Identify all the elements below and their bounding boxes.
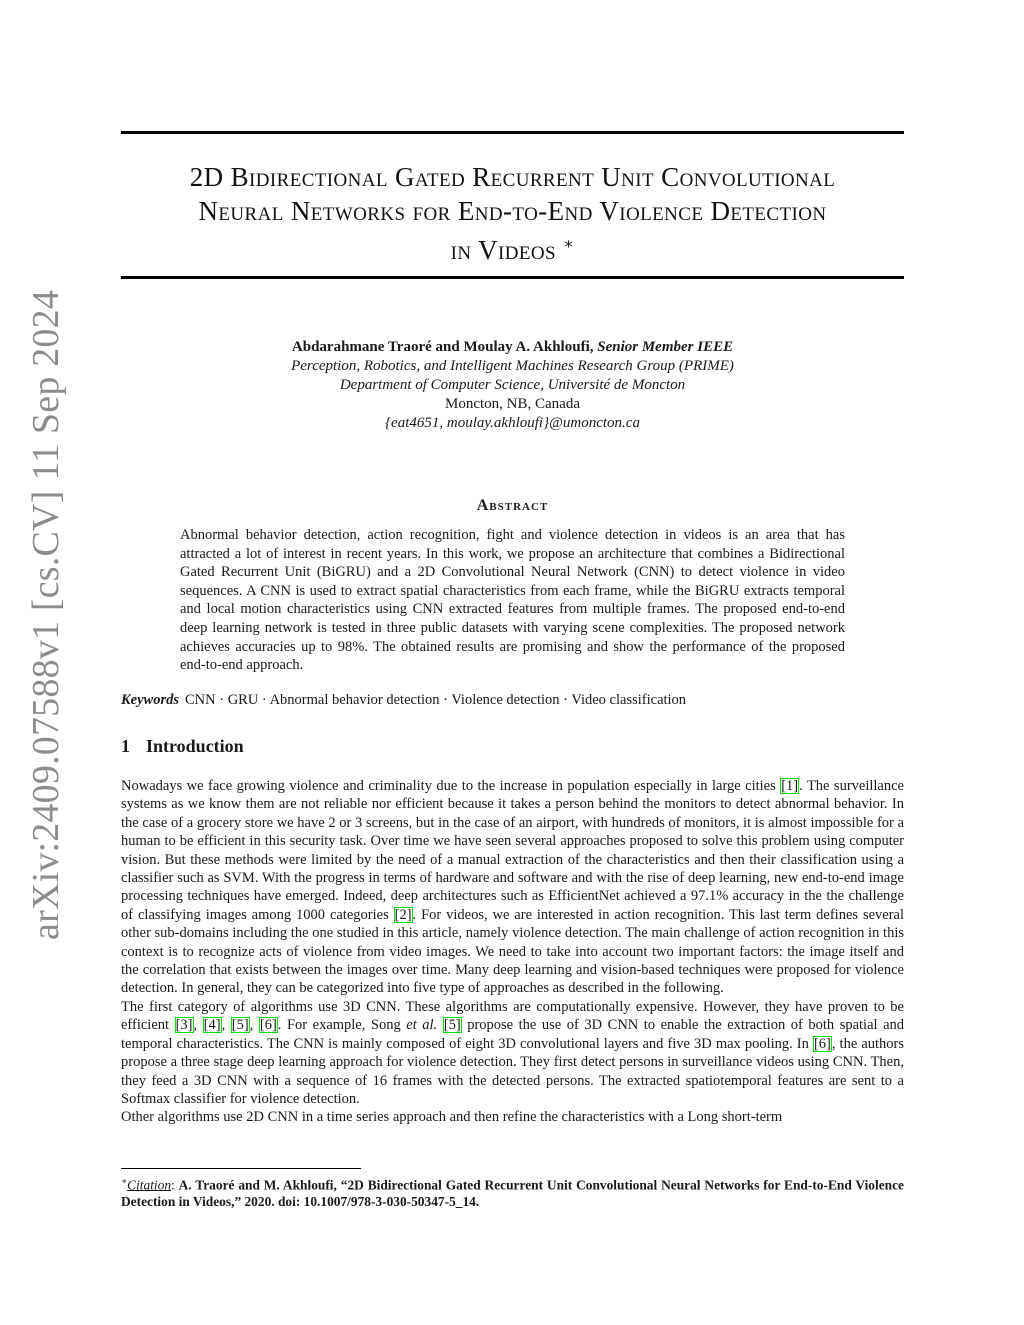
p2-text-a: The first category of algorithms use 3D CNN. These algorithms are computationally expensive. However, they have proven to be efficient <box>121 998 904 1034</box>
p1-text-a: Nowadays we face growing violence and criminality due to the increase in population especially in large cities <box>121 778 781 794</box>
paragraph-3: Other algorithms use 2D CNN in a time series approach and then refine the characteristics with a Long short-term <box>121 1109 783 1126</box>
keywords <box>121 691 904 710</box>
p2-text-d: , the authors propose a three stage deep learning approach for violence detection. They first detect persons in surveillance videos using CNN. Then, they feed a 3D CNN with a sequence of 16 frames with the detected persons. The extracted spatiotemporal features are sent to a Softmax classifier for violence detection. <box>121 1035 905 1107</box>
citation-link-5[interactable]: [5] <box>231 1017 249 1034</box>
citation-link-1[interactable]: [1] <box>781 778 799 794</box>
footnote-rule <box>121 1168 361 1169</box>
title-line-2: Neural Networks for End-to-End Violence Detection <box>198 196 827 226</box>
paper-title <box>110 160 915 267</box>
arxiv-identifier: arXiv:2409.07588v1 [cs.CV] 11 Sep 2024 <box>25 289 67 940</box>
paragraph-1 <box>121 777 904 998</box>
p2-et-al: et al. <box>406 1017 438 1034</box>
footnote: ∗Citation: A. Traoré and M. Akhloufi, “2D Bidirectional Gated Recurrent Unit Convolutional Neural Networks for End-to-End Violence Detection in Videos,” 2020. doi: 10.1007/978-3-030-50347-5_14. <box>121 1176 904 1210</box>
abstract-heading: Abstract <box>476 497 549 514</box>
keywords-text: CNN · GRU · Abnormal behavior detection · Violence detection · Video classification <box>185 692 687 708</box>
citation-link-3[interactable]: [3] <box>175 1017 193 1034</box>
keywords-label: Keywords <box>121 692 179 708</box>
introduction-body <box>121 777 904 1127</box>
author-names <box>121 338 904 357</box>
footnote-text: A. Traoré and M. Akhloufi, “2D Bidirectional Gated Recurrent Unit Convolutional Neural Networks for End-to-End Violence Detection in Videos,” 2020. doi: 10.1007/978-3-030-50347-5_14. <box>121 1177 904 1210</box>
section-heading-introduction <box>121 736 244 757</box>
title-line-3 <box>110 228 915 267</box>
citation-link-6b[interactable]: [6] <box>813 1035 831 1052</box>
author-role: Senior Member IEEE <box>597 339 734 355</box>
p2-text-b: . For example, Song <box>277 1017 407 1034</box>
footnote-label: Citation <box>127 1177 172 1193</box>
footnote-marker: ∗ <box>121 1176 128 1186</box>
citation-link-4[interactable]: [4] <box>203 1017 221 1034</box>
author-location: Moncton, NB, Canada <box>445 396 580 412</box>
title-line-1: 2D Bidirectional Gated Recurrent Unit Convolutional <box>189 162 836 192</box>
p1-text-c: . For videos, we are interested in action recognition. This last term defines several other sub-domains including the one studied in this article, namely violence detection. The main challenge of action recognition in this context is to recognize acts of violence from video images. We need to take into account two important factors: the image itself and the correlation that exists between the images over time. Many deep learning and vision-based techniques were proposed for violence detection. In general, they can be categorized into five type of approaches as described in the following. <box>121 906 904 997</box>
citation-link-2[interactable]: [2] <box>394 906 412 923</box>
author-block <box>121 338 904 433</box>
citation-link-6[interactable]: [6] <box>259 1017 277 1034</box>
p1-text-b: . The surveillance systems as we know them are not reliable nor efficient because it takes a person behind the monitors to detect abnormal behavior. In the case of a grocery store we have 2 or 3 screens, but in the case of an airport, with hundreds of monitors, it is almost impossible for a human to be efficient in this security task. Over time we have seen several approaches proposed to solve this problem using computer vision. But these methods were limited by the need of a manual extraction of the characteristics and then their classification using a classifier such as SVM. With the progress in terms of hardware and software and with the rise of deep learning, new end-to-end image processing techniques have emerged. Indeed, deep architectures such as EfficientNet achieved a 97.1% accuracy in the the challenge of classifying images among 1000 categories <box>121 778 904 923</box>
p2-text-c: propose the use of 3D CNN to enable the extraction of both spatial and temporal characteristics. The CNN is mainly composed of eight 3D convolutional layers and five 3D max pooling. In <box>121 1017 905 1052</box>
section-title: Introduction <box>146 736 244 756</box>
title-rule-bottom <box>121 276 904 279</box>
paragraph-2: The first category of algorithms use 3D CNN. These algorithms are computationally expensive. However, they have proven to be efficient [3], [4], [5], [6]. For example, Song et al. [5] propose the use of 3D CNN to enable the extraction of both spatial and temporal characteristics. The CNN is mainly composed of eight 3D convolutional layers and five 3D max pooling. In [6], the authors propose a three stage deep learning approach for violence detection. They first detect persons in surveillance videos using CNN. Then, they feed a 3D CNN with a sequence of 16 frames with the detected persons. The extracted spatiotemporal features are sent to a Softmax classifier for violence detection. <box>121 998 905 1107</box>
title-footnote-marker[interactable]: ∗ <box>563 236 575 253</box>
citation-link-5b[interactable]: [5] <box>443 1017 461 1034</box>
abstract-text: Abnormal behavior detection, action recognition, fight and violence detection in videos is an area that has attracted a lot of interest in recent years. In this work, we propose an architecture that combines a Bidirectional Gated Recurrent Unit (BiGRU) and a 2D Convolutional Neural Network (CNN) to detect violence in video sequences. A CNN is used to extract spatial characteristics from each frame, while the BiGRU extracts temporal and local motion characteristics using CNN extracted features from multiple frames. The proposed end-to-end deep learning network is tested in three public datasets with varying scene complexities. The proposed network achieves accuracies up to 98%. The obtained results are promising and show the performance of the proposed end-to-end approach. <box>180 527 845 674</box>
title-line-3-text: in Videos <box>450 235 556 265</box>
author-names-text: Abdarahmane Traoré and Moulay A. Akhloufi, <box>291 339 594 355</box>
author-affiliation: Perception, Robotics, and Intelligent Machines Research Group (PRIME) <box>291 358 734 374</box>
author-email[interactable]: {eat4651, moulay.akhloufi}@umoncton.ca <box>385 415 640 431</box>
section-number: 1 <box>121 736 130 756</box>
author-department: Department of Computer Science, Université de Moncton <box>339 377 686 393</box>
title-rule-top <box>121 131 904 134</box>
